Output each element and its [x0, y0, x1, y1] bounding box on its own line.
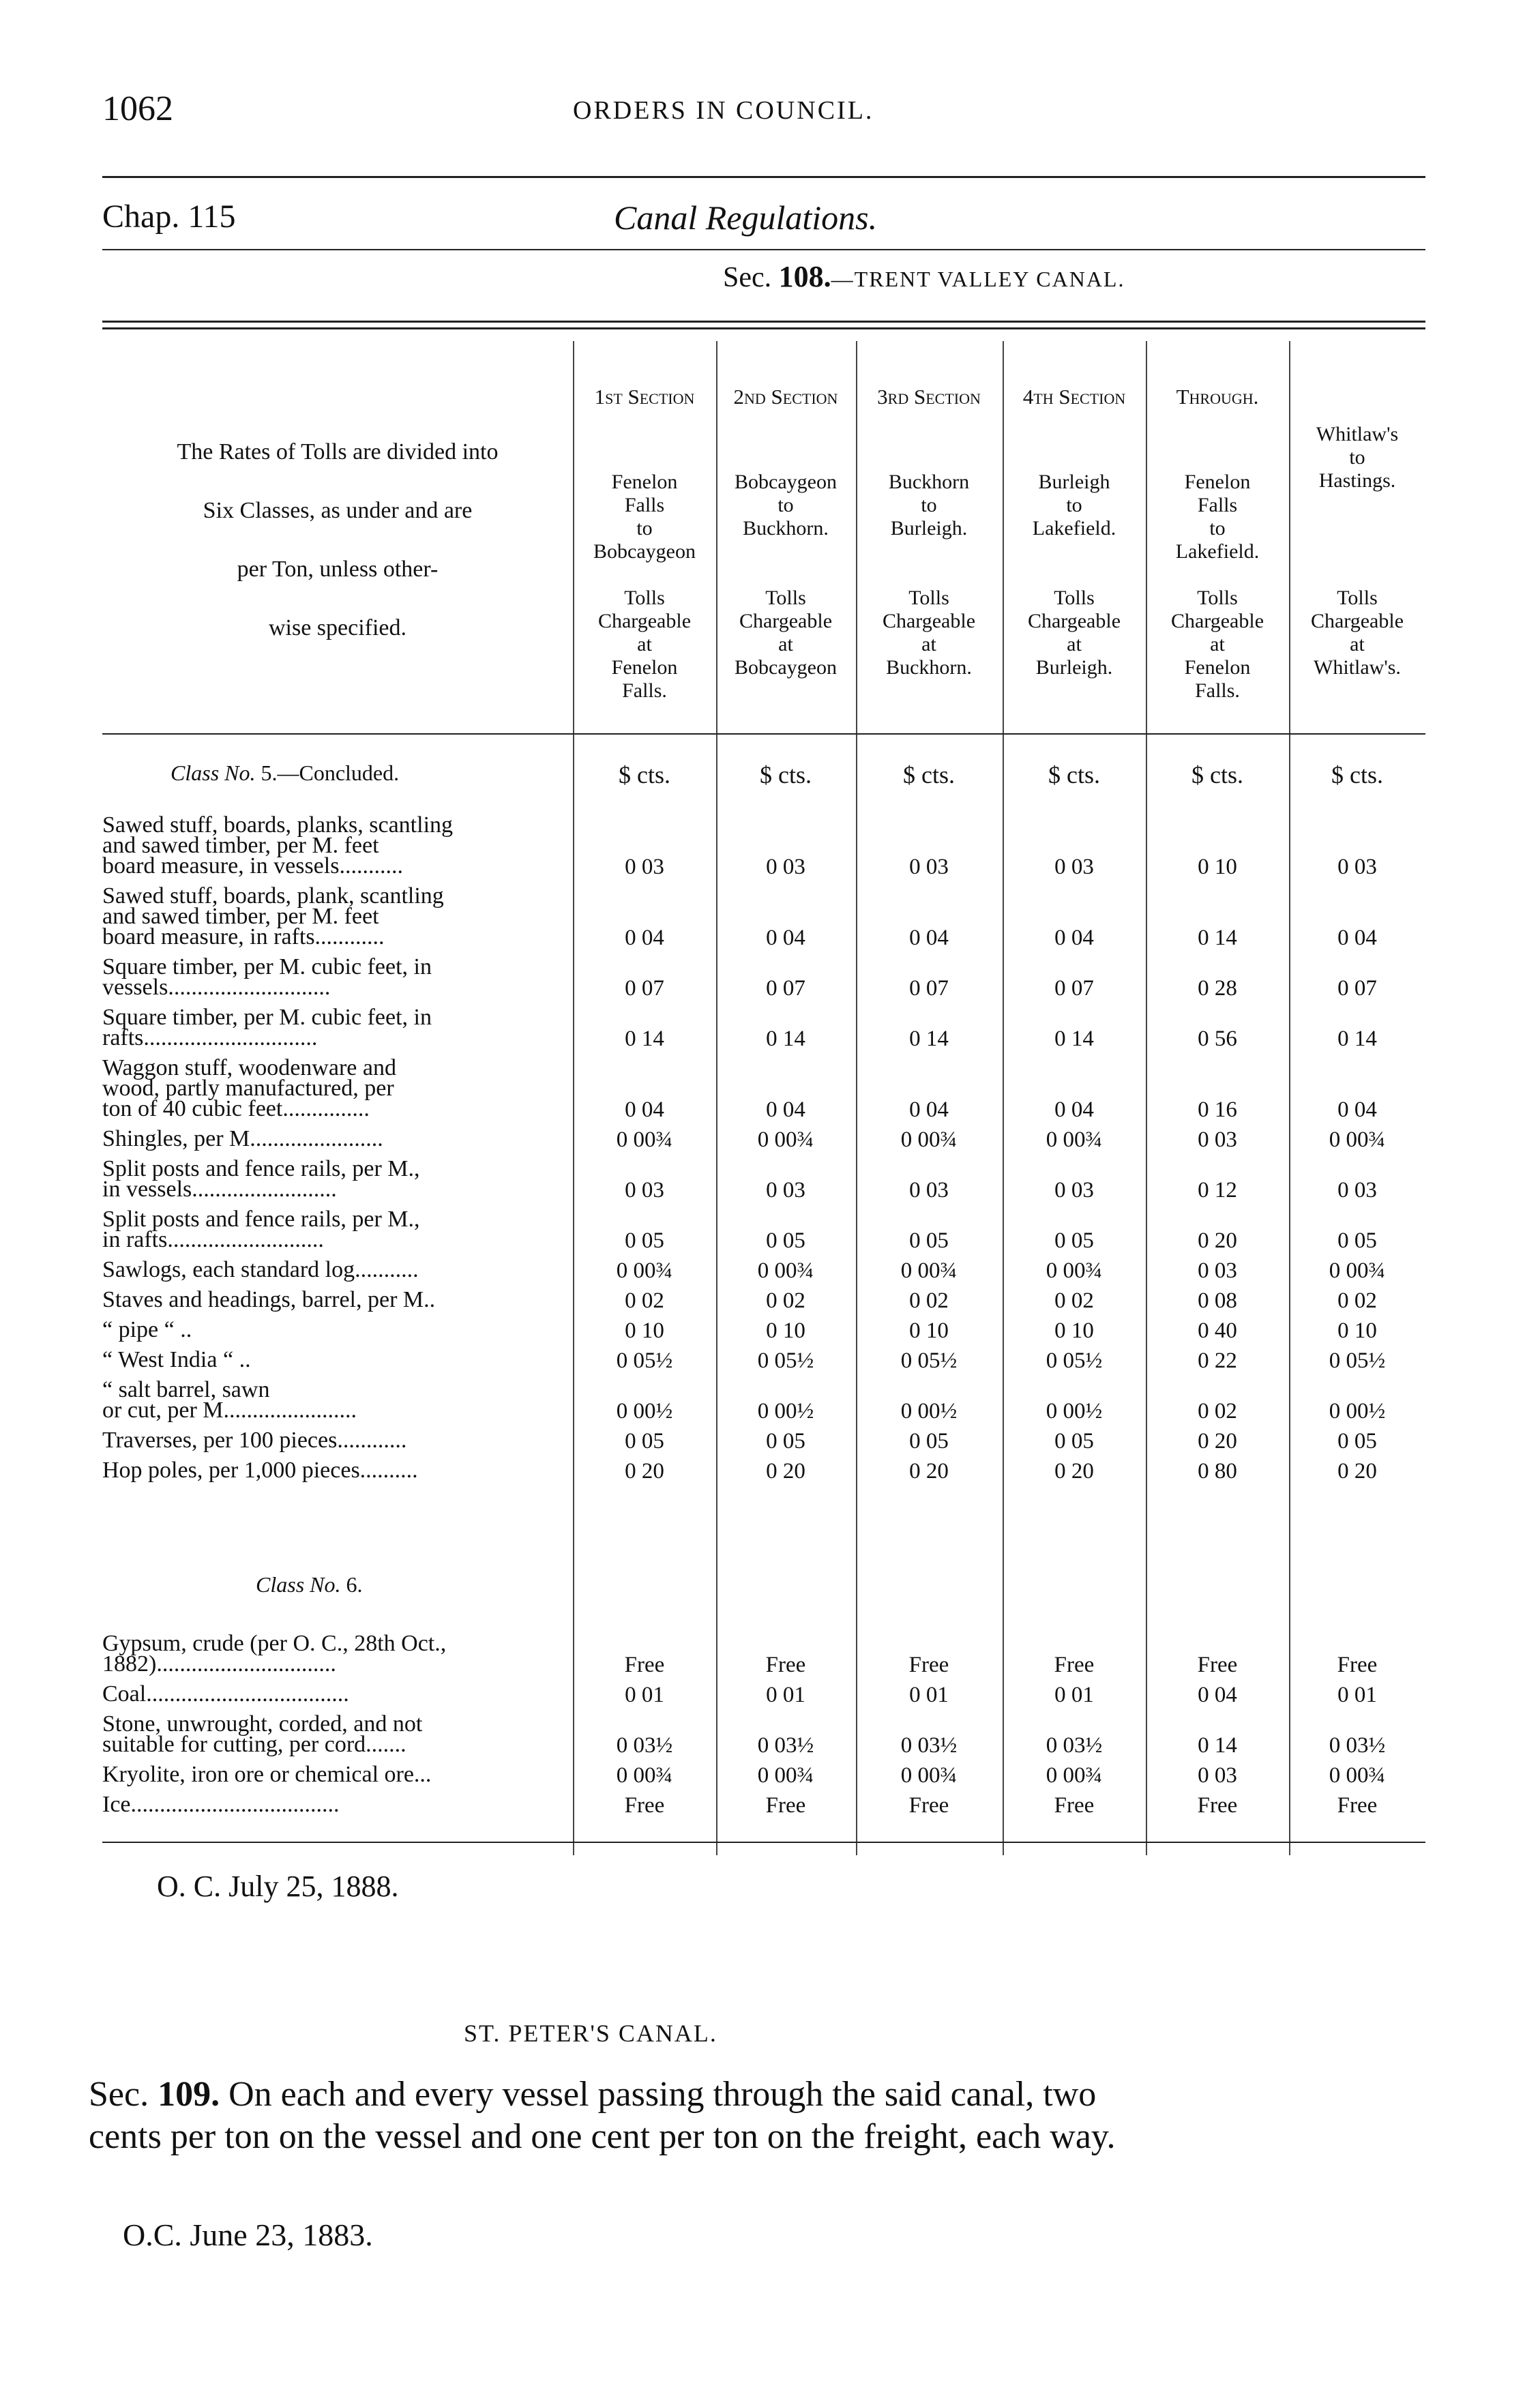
toll-value: 0 04	[766, 926, 805, 950]
section-text: 4th Section	[1022, 385, 1126, 409]
section-109-number: 109.	[158, 2075, 220, 2114]
toll-value: 0 04	[1337, 1097, 1377, 1122]
column-section-label	[1149, 385, 1286, 409]
toll-value: 0 01	[625, 1683, 664, 1707]
intro-line-2: Six Classes, as under and are	[203, 498, 473, 523]
toll-value: 0 20	[625, 1459, 664, 1484]
item-label-line: 1882)...............................	[102, 1651, 336, 1677]
route-line: Fenelon	[1184, 471, 1251, 493]
column-section-label	[717, 385, 854, 409]
toll-value: 0 00½	[1329, 1399, 1386, 1423]
toll-value: Free	[624, 1793, 665, 1818]
intro-line-4: wise specified.	[268, 615, 407, 640]
toll-value: 0 14	[1198, 926, 1237, 950]
item-label	[102, 1377, 566, 1423]
item-label-line: Sawlogs, each standard log...........	[102, 1257, 419, 1282]
running-head: ORDERS IN COUNCIL.	[573, 96, 874, 125]
toll-value: Free	[908, 1653, 949, 1677]
route-line: Buckhorn.	[743, 517, 829, 540]
item-label	[102, 1631, 566, 1677]
item-label-line: rafts..............................	[102, 1025, 318, 1050]
toll-value: 0 00¾	[757, 1258, 814, 1283]
item-label-line: vessels............................	[102, 975, 331, 1000]
toll-value: 0 05	[1054, 1429, 1094, 1454]
route-line: to	[921, 494, 937, 516]
section-title: —TRENT VALLEY CANAL.	[831, 267, 1125, 291]
toll-value: 0 03	[1198, 1127, 1237, 1152]
item-label-line: Gypsum, crude (per O. C., 28th Oct.,	[102, 1631, 447, 1656]
toll-value: Free	[624, 1653, 665, 1677]
toll-value: 0 03	[1337, 855, 1377, 879]
column-tolls-note	[576, 587, 713, 703]
tolls-line: Falls.	[622, 679, 667, 702]
toll-value: 0 05	[1337, 1429, 1377, 1454]
toll-value: Free	[908, 1793, 949, 1818]
section-109-prefix: Sec.	[89, 2075, 149, 2114]
toll-value: 0 16	[1198, 1097, 1237, 1122]
toll-value: 0 20	[766, 1459, 805, 1484]
toll-value: 0 22	[1198, 1348, 1237, 1373]
toll-value: Free	[1054, 1653, 1095, 1677]
item-label	[102, 1287, 566, 1312]
toll-value: 0 40	[1198, 1318, 1237, 1343]
column-route	[576, 471, 713, 563]
tolls-line: Chargeable	[1027, 610, 1121, 632]
toll-value: 0 02	[909, 1288, 949, 1313]
tolls-line: Chargeable	[739, 610, 833, 632]
item-label-line: Hop poles, per 1,000 pieces..........	[102, 1458, 418, 1483]
toll-value: 0 05½	[1046, 1348, 1103, 1373]
toll-value: 0 01	[1337, 1683, 1377, 1707]
toll-value: 0 10	[625, 1318, 664, 1343]
toll-value: 0 03	[909, 855, 949, 879]
toll-value: Free	[765, 1653, 806, 1677]
toll-value: 0 10	[1054, 1318, 1094, 1343]
toll-value: Free	[765, 1793, 806, 1818]
section-text: 2nd Section	[733, 385, 838, 409]
item-label-line: and sawed timber, per M. feet	[102, 833, 379, 858]
toll-value: 0 03½	[1046, 1733, 1103, 1758]
class-6-title: Class No. 6.	[256, 1572, 363, 1597]
route-line: Lakefield.	[1175, 540, 1260, 563]
tolls-line: at	[1210, 633, 1225, 655]
table-top-rule-1	[102, 321, 1425, 323]
toll-value: 0 03	[1337, 1178, 1377, 1203]
tolls-line: Tolls	[908, 587, 949, 609]
route-line: Whitlaw's	[1316, 423, 1399, 445]
item-label-line: in rafts...........................	[102, 1227, 324, 1252]
item-label	[102, 1257, 566, 1282]
column-tolls-note	[1289, 587, 1425, 679]
page-number: 1062	[102, 89, 173, 128]
item-label	[102, 1156, 566, 1202]
toll-value: 0 03	[1054, 1178, 1094, 1203]
tolls-line: at	[778, 633, 793, 655]
toll-value: 0 03½	[900, 1733, 958, 1758]
toll-value: 0 02	[625, 1288, 664, 1313]
toll-value: 0 04	[909, 1097, 949, 1122]
toll-value: 0 00½	[900, 1399, 958, 1423]
intro-line-1: The Rates of Tolls are divided into	[177, 439, 499, 464]
tolls-line: Chargeable	[882, 610, 976, 632]
toll-value: 0 14	[1337, 1027, 1377, 1051]
toll-value: 0 20	[909, 1459, 949, 1484]
column-tolls-note	[717, 587, 854, 679]
toll-value: 0 00¾	[757, 1763, 814, 1788]
route-line: Burleigh	[1038, 471, 1110, 493]
toll-value: 0 05	[625, 1429, 664, 1454]
column-rule	[856, 341, 857, 1855]
tolls-line: Fenelon	[1184, 656, 1251, 679]
toll-value: 0 14	[766, 1027, 805, 1051]
toll-value: Free	[1197, 1653, 1238, 1677]
tolls-line: Chargeable	[1310, 610, 1404, 632]
toll-value: 0 07	[625, 976, 664, 1001]
column-section-label	[861, 385, 997, 409]
toll-value: 0 00½	[757, 1399, 814, 1423]
toll-value: 0 05	[625, 1228, 664, 1253]
tolls-line: Tolls	[1197, 587, 1238, 609]
toll-value: 0 04	[909, 926, 949, 950]
item-label-line: ton of 40 cubic feet...............	[102, 1096, 370, 1121]
toll-value: 0 00¾	[616, 1763, 673, 1788]
intro-line-3: per Ton, unless other-	[237, 557, 439, 582]
toll-value: 0 05½	[757, 1348, 814, 1373]
toll-value: 0 00¾	[900, 1763, 958, 1788]
item-label-line: board measure, in rafts............	[102, 924, 385, 949]
toll-value: 0 03	[625, 1178, 664, 1203]
toll-value: 0 05½	[900, 1348, 958, 1373]
toll-value: 0 14	[909, 1027, 949, 1051]
route-line: Lakefield.	[1032, 517, 1116, 540]
item-label-line: Sawed stuff, boards, plank, scantling	[102, 883, 444, 909]
toll-value: 0 80	[1198, 1459, 1237, 1484]
item-label-line: Square timber, per M. cubic feet, in	[102, 954, 432, 979]
toll-value: 0 00½	[1046, 1399, 1103, 1423]
section-text: 3rd Section	[877, 385, 981, 409]
toll-value: 0 00¾	[1329, 1763, 1386, 1788]
toll-value: 0 00¾	[900, 1127, 958, 1152]
toll-value: 0 10	[1337, 1318, 1377, 1343]
item-label	[102, 1792, 566, 1817]
section-109-text	[89, 2074, 1153, 2158]
toll-value: 0 03	[766, 1178, 805, 1203]
toll-value: 0 00¾	[1046, 1127, 1103, 1152]
toll-value: 0 00½	[616, 1399, 673, 1423]
item-label	[102, 1209, 566, 1250]
toll-value: 0 07	[766, 976, 805, 1001]
toll-value: 0 05½	[616, 1348, 673, 1373]
toll-value: 0 01	[766, 1683, 805, 1707]
toll-value: 0 03	[1198, 1258, 1237, 1283]
st-peters-canal-heading: ST. PETER'S CANAL.	[464, 2020, 717, 2047]
item-label	[102, 1007, 566, 1048]
item-label-line: suitable for cutting, per cord.......	[102, 1732, 406, 1757]
column-rule	[1003, 341, 1004, 1855]
tolls-line: Tolls	[765, 587, 806, 609]
toll-value: 0 14	[1054, 1027, 1094, 1051]
toll-value: 0 05	[766, 1228, 805, 1253]
toll-value: 0 04	[1337, 926, 1377, 950]
route-line: Bobcaygeon	[593, 540, 696, 563]
currency-header: $ cts.	[903, 761, 955, 788]
item-label	[102, 1460, 566, 1481]
toll-value: 0 05	[909, 1228, 949, 1253]
toll-value: 0 00¾	[1329, 1258, 1386, 1283]
toll-value: 0 00¾	[757, 1127, 814, 1152]
currency-header: $ cts.	[1048, 761, 1100, 788]
table-intro	[102, 423, 573, 658]
item-label-line: Traverses, per 100 pieces............	[102, 1428, 407, 1453]
toll-value: 0 03	[909, 1178, 949, 1203]
table-top-rule-2	[102, 327, 1425, 329]
toll-value: 0 03½	[616, 1733, 673, 1758]
toll-value: 0 05½	[1329, 1348, 1386, 1373]
route-line: Falls	[624, 494, 665, 516]
route-line: Hastings.	[1318, 469, 1396, 492]
toll-value: 0 02	[1054, 1288, 1094, 1313]
toll-value: 0 01	[909, 1683, 949, 1707]
toll-value: 0 00¾	[900, 1258, 958, 1283]
header-bottom-rule	[102, 733, 1425, 735]
toll-value: 0 10	[766, 1318, 805, 1343]
route-line: to	[1066, 494, 1082, 516]
item-label-line: Stone, unwrought, corded, and not	[102, 1711, 423, 1737]
tolls-line: Chargeable	[597, 610, 692, 632]
column-rule	[1146, 341, 1147, 1855]
currency-header: $ cts.	[1331, 761, 1383, 788]
item-label	[102, 1711, 566, 1757]
toll-value: 0 07	[1337, 976, 1377, 1001]
item-label	[102, 954, 566, 1000]
toll-value: 0 03½	[757, 1733, 814, 1758]
section-109-body: On each and every vessel passing through the said canal, two cents per ton on the vessel and one cent per ton on the freight, each way.	[89, 2075, 1116, 2156]
tolls-line: Falls.	[1195, 679, 1240, 702]
tolls-line: Burleigh.	[1035, 656, 1113, 679]
header-rule	[102, 176, 1425, 178]
toll-value: 0 56	[1198, 1027, 1237, 1051]
toll-value: 0 00¾	[1046, 1763, 1103, 1788]
item-label-line: Ice....................................	[102, 1792, 340, 1817]
column-tolls-note	[1006, 587, 1142, 679]
route-line: Falls	[1197, 494, 1238, 516]
toll-value: 0 03	[1198, 1763, 1237, 1788]
toll-value: 0 03	[1054, 855, 1094, 879]
item-label	[102, 883, 566, 949]
item-label-line: “ West India “ ..	[102, 1347, 251, 1372]
item-label-line: wood, partly manufactured, per	[102, 1076, 394, 1101]
toll-value: 0 04	[1054, 926, 1094, 950]
toll-value: Free	[1197, 1793, 1238, 1818]
item-label-line: Split posts and fence rails, per M.,	[102, 1207, 420, 1232]
item-label-line: Waggon stuff, woodenware and	[102, 1055, 396, 1080]
toll-value: 0 02	[1198, 1399, 1237, 1423]
toll-value: 0 01	[1054, 1683, 1094, 1707]
toll-value: 0 03½	[1329, 1733, 1386, 1758]
item-label	[102, 1317, 566, 1342]
section-text: Through.	[1176, 385, 1259, 409]
class-5-title: Class No. 5.—Concluded.	[171, 761, 400, 785]
toll-value: Free	[1337, 1793, 1378, 1818]
toll-value: 0 14	[625, 1027, 664, 1051]
toll-value: 0 03	[766, 855, 805, 879]
chapter-label: Chap. 115	[102, 198, 236, 235]
currency-header: $ cts.	[619, 761, 670, 788]
toll-value: 0 04	[1198, 1683, 1237, 1707]
toll-value: 0 00¾	[616, 1258, 673, 1283]
item-label	[102, 1430, 566, 1451]
item-label-line: in vessels.........................	[102, 1177, 337, 1202]
order-in-council-date: O. C. July 25, 1888.	[157, 1870, 399, 1903]
toll-value: 0 20	[1198, 1228, 1237, 1253]
column-tolls-note	[861, 587, 997, 679]
tolls-line: at	[637, 633, 652, 655]
toll-value: 0 05	[766, 1429, 805, 1454]
tolls-line: Whitlaw's.	[1314, 656, 1401, 679]
route-line: to	[636, 517, 653, 540]
item-label-line: or cut, per M.......................	[102, 1398, 357, 1423]
toll-value: 0 03	[625, 855, 664, 879]
item-label-line: and sawed timber, per M. feet	[102, 904, 379, 929]
currency-header: $ cts.	[1191, 761, 1243, 788]
item-label-line: Square timber, per M. cubic feet, in	[102, 1005, 432, 1030]
toll-value: 0 07	[1054, 976, 1094, 1001]
toll-value: Free	[1054, 1793, 1095, 1818]
item-label-line: “ salt barrel, sawn	[102, 1377, 270, 1402]
toll-value: 0 28	[1198, 976, 1237, 1001]
toll-value: 0 05	[909, 1429, 949, 1454]
route-line: Buckhorn	[888, 471, 970, 493]
toll-value: 0 10	[1198, 855, 1237, 879]
column-section-label	[1006, 385, 1142, 409]
toll-value: 0 08	[1198, 1288, 1237, 1313]
column-section-label	[576, 385, 713, 409]
toll-value: 0 04	[766, 1097, 805, 1122]
tolls-line: at	[921, 633, 936, 655]
toll-value: 0 04	[625, 926, 664, 950]
route-line: Fenelon	[611, 471, 678, 493]
toll-value: 0 05	[1337, 1228, 1377, 1253]
section-heading	[723, 259, 1125, 294]
route-line: to	[1349, 446, 1365, 469]
route-line: Bobcaygeon	[735, 471, 837, 493]
toll-value: 0 04	[1054, 1097, 1094, 1122]
currency-header: $ cts.	[760, 761, 812, 788]
column-route	[1149, 471, 1286, 563]
tolls-line: at	[1350, 633, 1365, 655]
item-label-line: board measure, in vessels...........	[102, 853, 403, 879]
tolls-line: Chargeable	[1170, 610, 1264, 632]
chapter-subject: Canal Regulations.	[614, 198, 878, 237]
tolls-line: Buckhorn.	[886, 656, 972, 679]
item-label-line: Sawed stuff, boards, planks, scantling	[102, 812, 454, 838]
item-label-line: Split posts and fence rails, per M.,	[102, 1156, 420, 1181]
route-line: to	[1209, 517, 1226, 540]
item-label	[102, 1681, 566, 1707]
column-rule	[573, 341, 574, 1855]
item-label-line: Shingles, per M.......................	[102, 1126, 383, 1151]
route-line: Burleigh.	[890, 517, 968, 540]
toll-value: 0 20	[1337, 1459, 1377, 1484]
column-route	[861, 471, 997, 540]
item-label-line: Coal...................................	[102, 1681, 349, 1707]
item-label	[102, 1347, 566, 1372]
item-label-line: Staves and headings, barrel, per M..	[102, 1287, 436, 1312]
toll-value: 0 20	[1198, 1429, 1237, 1454]
tolls-line: Fenelon	[611, 656, 678, 679]
toll-value: 0 14	[1198, 1733, 1237, 1758]
column-route	[717, 471, 854, 540]
item-label-line: Kryolite, iron ore or chemical ore...	[102, 1762, 432, 1787]
toll-value: 0 05	[1054, 1228, 1094, 1253]
toll-value: Free	[1337, 1653, 1378, 1677]
item-label	[102, 1055, 566, 1121]
toll-value: 0 20	[1054, 1459, 1094, 1484]
tolls-line: Tolls	[1337, 587, 1378, 609]
section-prefix: Sec.	[723, 262, 772, 293]
toll-value: 0 04	[625, 1097, 664, 1122]
table-bottom-rule	[102, 1842, 1425, 1843]
item-label	[102, 1762, 566, 1787]
column-route	[1289, 423, 1425, 492]
toll-value: 0 02	[1337, 1288, 1377, 1313]
route-line: to	[778, 494, 794, 516]
toll-value: 0 07	[909, 976, 949, 1001]
tolls-line: Tolls	[1054, 587, 1095, 609]
tolls-line: Bobcaygeon	[735, 656, 837, 679]
toll-value: 0 02	[766, 1288, 805, 1313]
section-text: 1st Section	[594, 385, 695, 409]
section-number: 108.	[778, 260, 831, 293]
item-label	[102, 1126, 566, 1151]
tolls-line: Tolls	[624, 587, 665, 609]
column-tolls-note	[1149, 587, 1286, 703]
column-route	[1006, 471, 1142, 540]
toll-value: 0 10	[909, 1318, 949, 1343]
chapter-rule	[102, 249, 1425, 250]
order-in-council-date-2: O.C. June 23, 1883.	[123, 2217, 373, 2252]
toll-value: 0 00¾	[1046, 1258, 1103, 1283]
item-label-line: “ pipe “ ..	[102, 1317, 192, 1342]
toll-value: 0 00¾	[616, 1127, 673, 1152]
toll-value: 0 12	[1198, 1178, 1237, 1203]
tolls-line: at	[1067, 633, 1082, 655]
toll-value: 0 00¾	[1329, 1127, 1386, 1152]
item-label	[102, 812, 566, 879]
